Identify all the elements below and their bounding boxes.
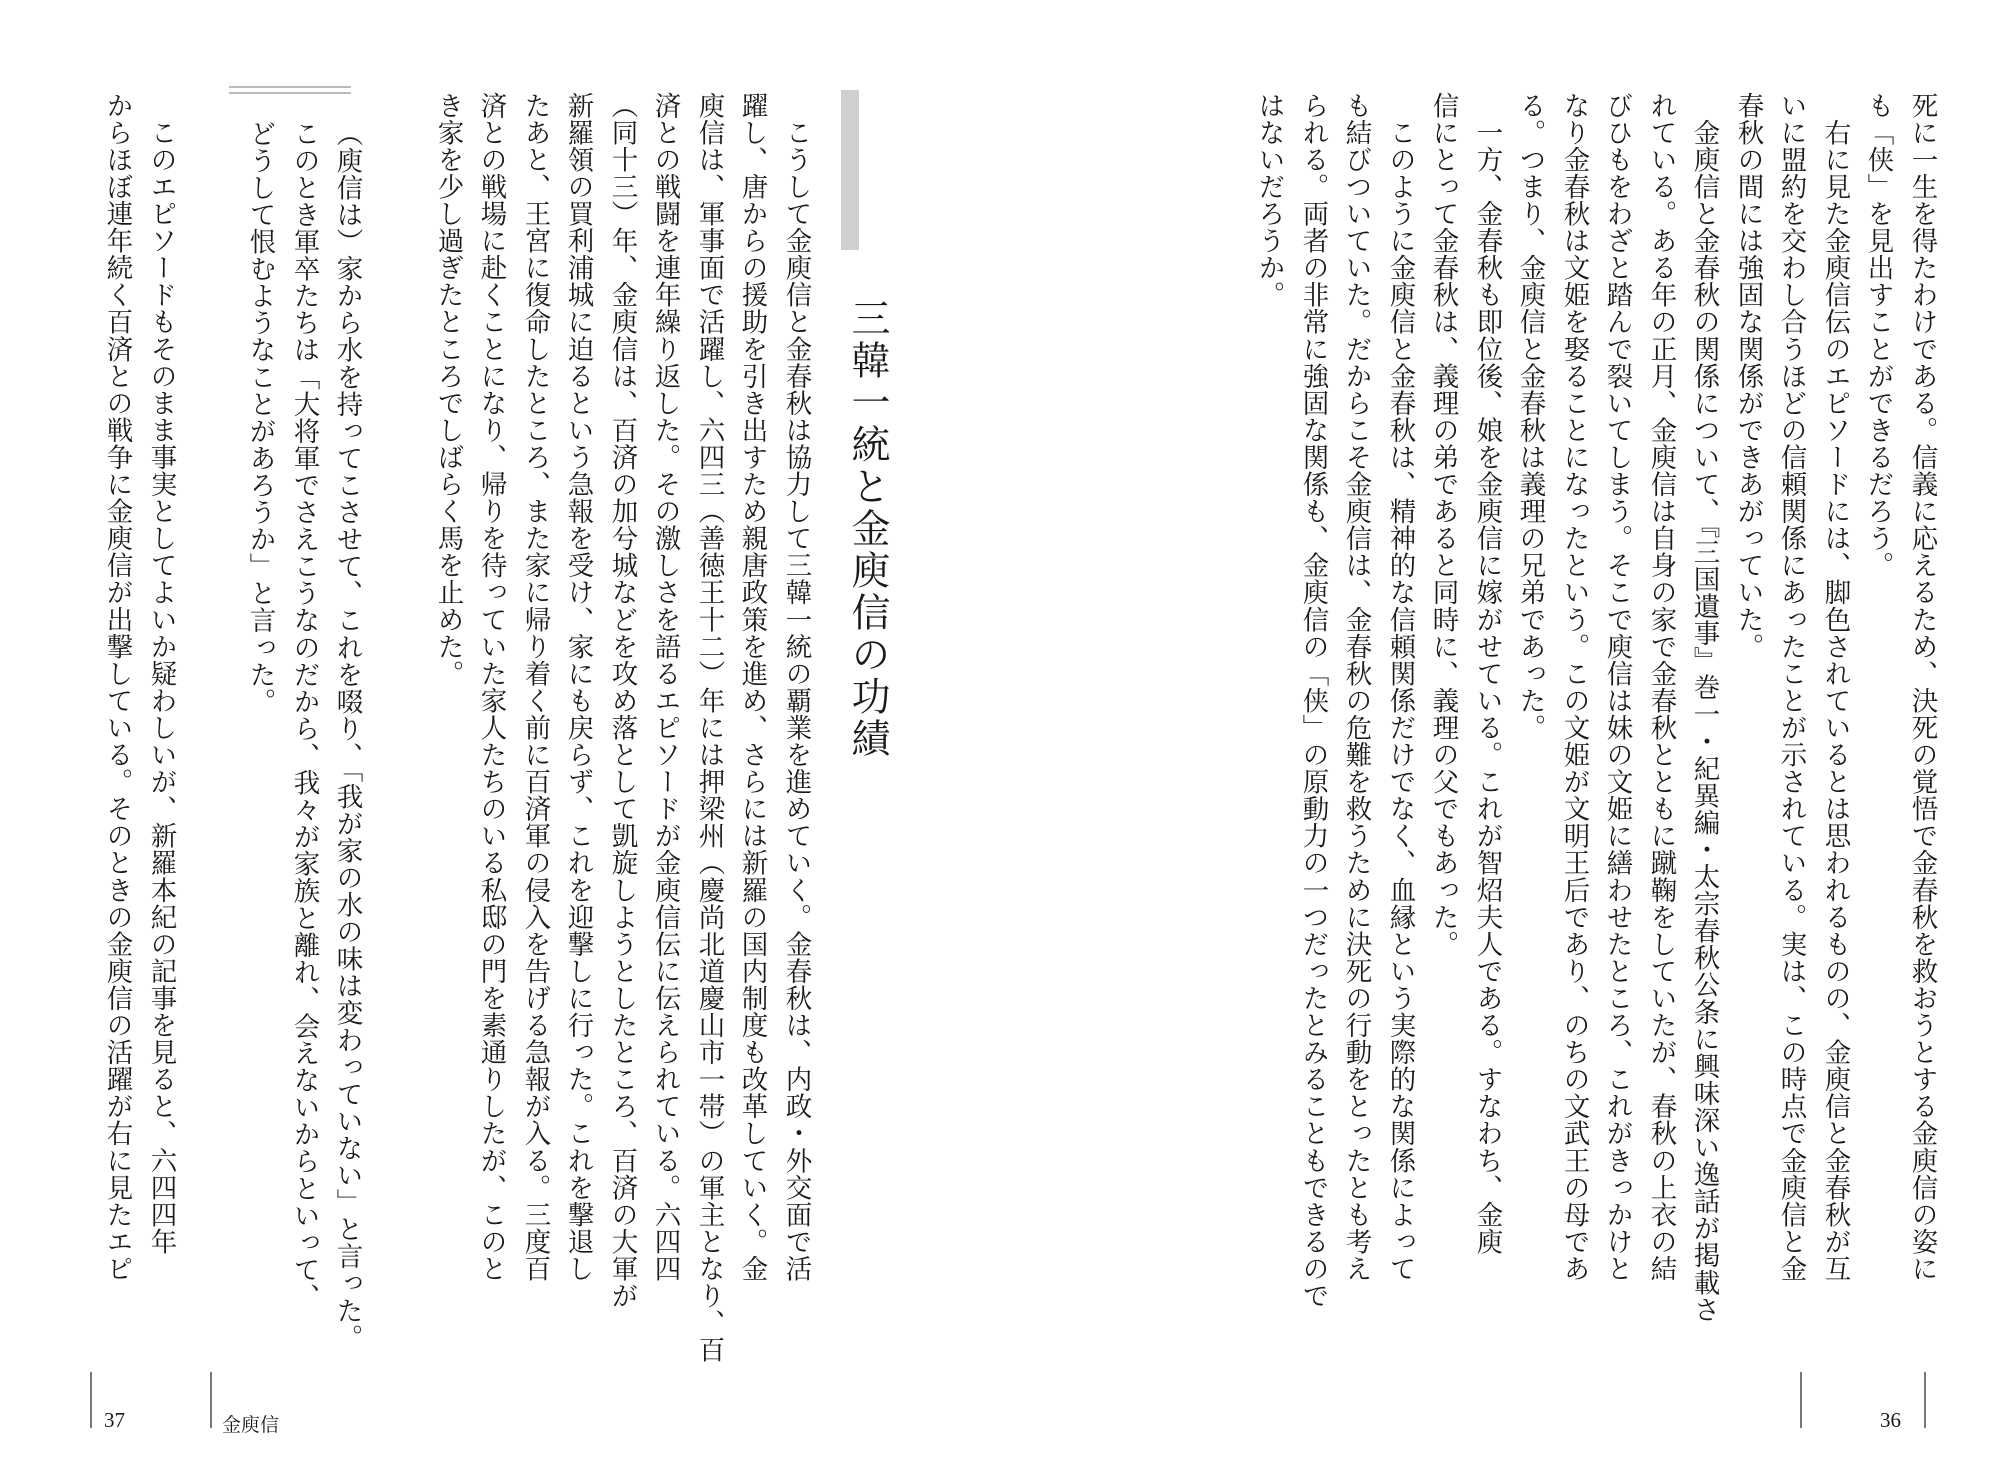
text-column: 新羅領の買利浦城に迫るという急報を受け、家にも戻らず、これを迎撃しに行った。これを撃退し xyxy=(562,92,594,1283)
text-column: たあと、王宮に復命したところ、また家に帰り着く前に百済軍の侵入を告げる急報が入る。三度百 xyxy=(519,92,551,1283)
text-column: 一方、金春秋も即位後、娘を金庾信に嫁がせている。これが智炤夫人である。すなわち、金庾 xyxy=(1471,92,1503,1256)
running-head: 金庾信 xyxy=(222,1414,280,1436)
page-rule xyxy=(1800,1372,1802,1428)
quote-column: このとき軍卒たちは「大将軍でさえこうなのだから、我々が家族と離れ、会えないからといって、 xyxy=(288,120,320,1311)
page-rule xyxy=(90,1372,92,1428)
text-column: る。つまり、金庾信と金春秋は義理の兄弟であった。 xyxy=(1514,92,1546,742)
text-column: からほぼ連年続く百済との戦争に金庾信が出撃している。そのときの金庾信の活躍が右に見たエピ xyxy=(101,92,133,1283)
text-column: なり金春秋は文姫を娶ることになったという。この文姫が文明王后であり、のちの文武王の母であ xyxy=(1558,92,1590,1283)
page-number: 37 xyxy=(104,1408,125,1432)
text-column: 春秋の間には強固な関係ができあがっていた。 xyxy=(1732,92,1764,661)
page-rule xyxy=(210,1372,212,1428)
page-rule xyxy=(1924,1372,1926,1428)
text-column: このエピソードもそのまま事実としてよいか疑わしいが、新羅本紀の記事を見ると、六四四年 xyxy=(145,92,177,1256)
text-column: も「侠」を見出すことができるだろう。 xyxy=(1862,92,1894,579)
text-column: こうして金庾信と金春秋は協力して三韓一統の覇業を進めていく。金春秋は、内政・外交面で活 xyxy=(780,92,812,1283)
quote-column: （庾信は）家から水を持ってこさせて、これを啜り、「我が家の水の味は変わっていない」と言った。 xyxy=(331,120,363,1352)
text-column: き家を少し過ぎたところでしばらく馬を止めた。 xyxy=(432,92,464,688)
page-number: 36 xyxy=(1880,1408,1901,1432)
text-column: られる。両者の非常に強固な関係も、金庾信の「侠」の原動力の一つだったとみることもできるので xyxy=(1297,92,1329,1310)
text-column: （同十三）年、金庾信は、百済の加兮城などを攻め落として凱旋しようとしたところ、百済の大軍が xyxy=(606,92,638,1310)
quote-divider xyxy=(229,86,351,94)
text-column: 躍し、唐からの援助を引き出すため親唐政策を進め、さらには新羅の国内制度も改革していく。金 xyxy=(736,92,768,1283)
text-column: 信にとって金春秋は、義理の弟であると同時に、義理の父でもあった。 xyxy=(1427,92,1459,958)
quote-column: どうして恨むようなことがあろうか」と言った。 xyxy=(244,120,276,716)
text-column: いに盟約を交わし合うほどの信頼関係にあったことが示されている。実は、この時点で金庾信と金 xyxy=(1775,92,1807,1283)
section-title: 三韓一統と金庾信の功績 xyxy=(845,298,890,760)
text-column: 済との戦場に赴くことになり、帰りを待っていた家人たちのいる私邸の門を素通りしたが、このと xyxy=(475,92,507,1283)
title-marker xyxy=(841,90,859,250)
text-column: このように金庾信と金春秋は、精神的な信頼関係だけでなく、血縁という実際的な関係によって xyxy=(1384,92,1416,1283)
text-column: 済との戦闘を連年繰り返した。その激しさを語るエピソードが金庾信伝に伝えられている。六四四 xyxy=(649,92,681,1283)
text-column: びひもをわざと踏んで裂いてしまう。そこで庾信は妹の文姫に繕わせたところ、これがきっかけと xyxy=(1601,92,1633,1283)
text-column: れている。ある年の正月、金庾信は自身の家で金春秋とともに蹴鞠をしていたが、春秋の上衣の結 xyxy=(1645,92,1677,1283)
text-column: はないだろうか。 xyxy=(1253,92,1285,309)
text-column: 右に見た金庾信伝のエピソードには、脚色されているとは思われるものの、金庾信と金春秋が互 xyxy=(1819,92,1851,1283)
text-column: 金庾信と金春秋の関係について、『三国遺事』巻一・紀異編・太宗春秋公条に興味深い逸話が掲載さ xyxy=(1688,92,1720,1324)
text-column: 死に一生を得たわけである。信義に応えるため、決死の覚悟で金春秋を救おうとする金庾信の姿に xyxy=(1906,92,1938,1283)
text-column: 庾信は、軍事面で活躍し、六四三（善徳王十二）年には押梁州（慶尚北道慶山市一帯）の軍主となり、百 xyxy=(693,92,725,1364)
text-column: も結びついていた。だからこそ金庾信は、金春秋の危難を救うために決死の行動をとったとも考え xyxy=(1340,92,1372,1283)
